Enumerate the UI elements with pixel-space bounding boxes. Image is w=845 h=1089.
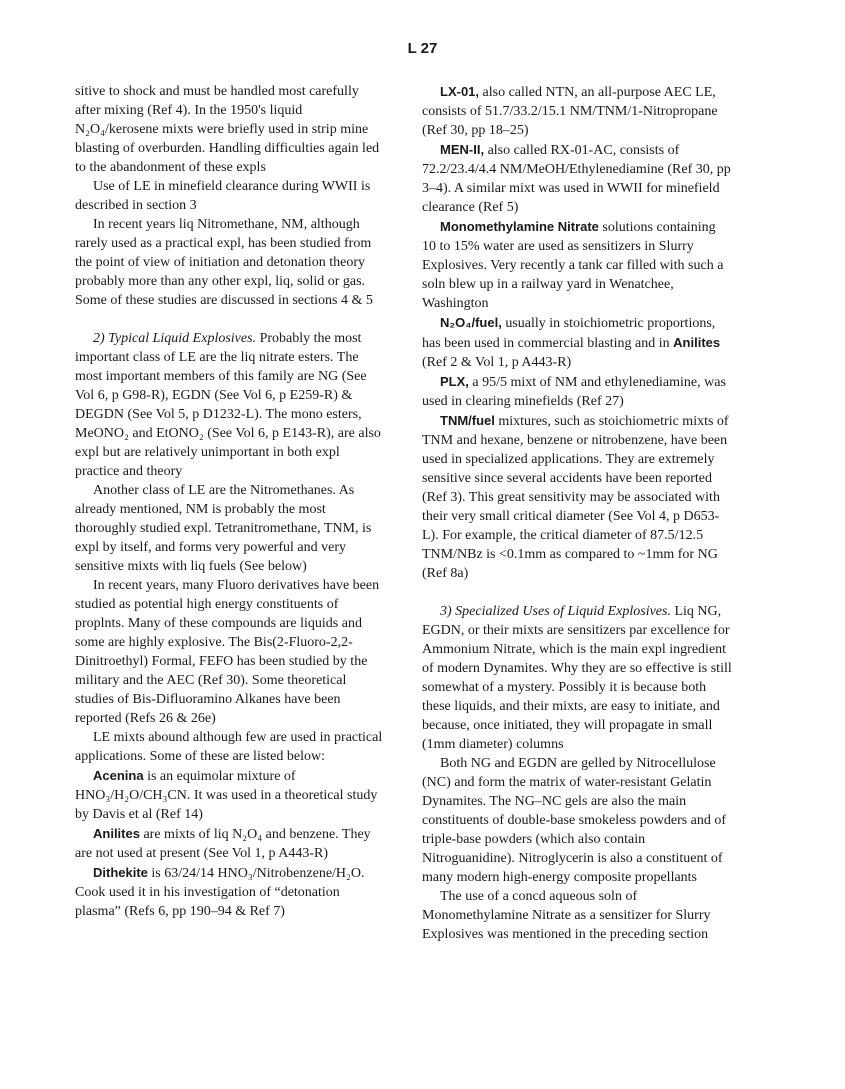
definition: are mixts of liq N₂O₄ and benzene. They are not used at present (See Vol 1, p A443-R)	[75, 827, 371, 861]
definition: also called NTN, an all-purpose AEC LE, consists of 51.7/33.2/15.1 NM/TNM/1-Nitropropane (Ref 30, pp 18–25)	[422, 85, 718, 138]
definition: a 95/5 mixt of NM and ethylenediamine, was used in clearing minefields (Ref 27)	[422, 375, 726, 409]
section-heading: 2) Typical Liquid Explosives.	[93, 331, 257, 346]
definition: mixtures, such as stoichiometric mixts of TNM and hexane, benzene or nitrobenzene, have been used in specialized applications. They are extremely sensitive since several accidents have been reported (Ref 3). This great sensitivity may be associated with their very small critical diameter (See Vol 4, p D653-L). For example, the critical diameter of 87.5/12.5 TNM/NBz is <0.1mm as compared to ~1mm for NG (Ref 8a)	[422, 414, 729, 581]
paragraph: LE mixts abound although few are used in practical applications. Some of these are listed below:	[75, 730, 383, 764]
page-number: L 27	[407, 40, 438, 57]
list-item	[422, 217, 732, 313]
term: MEN-II,	[440, 142, 485, 157]
paragraph: sitive to shock and must be handled most carefully after mixing (Ref 4). In the 1950's liquid N₂O₄/kerosene mixts were briefly used in strip mine blasting of overburden. Handling difficulties again led to the abandonment of these expls	[75, 84, 380, 175]
definition: solutions containing 10 to 15% water are used as sensitizers in Slurry Explosives. Very recently a tank car filled with such a soln blew up in a railway yard in Wenatchee, Washington	[422, 220, 724, 311]
term: Dithekite	[93, 865, 148, 880]
definition: also called RX-01-AC, consists of 72.2/23.4/4.4 NM/MeOH/Ethylenediamine (Ref 30, pp 3–4). A similar mixt was used in WWII for minefield clearance (Ref 5)	[422, 143, 731, 215]
paragraph: Both NG and EGDN are gelled by Nitrocellulose (NC) and form the matrix of water-resistant Gelatin Dynamites. The NG–NC gels are also the main constituents of double-base smokeless powders and of triple-base powders (which also contain Nitroguanidine). Nitroglycerin is also a constituent of many modern high-energy composite propellants	[422, 756, 727, 885]
paragraph: Another class of LE are the Nitromethanes. As already mentioned, NM is probably the most thoroughly studied expl. Tetranitromethane, TNM, is expl by itself, and forms very powerful and very sensitive mixts with liq fuels (See below)	[75, 483, 372, 574]
list-item	[75, 863, 385, 921]
definition: is an equimolar mixture of HNO₃/H₂O/CH₃CN. It was used in a theoretical study by Davis et al (Ref 14)	[75, 769, 378, 822]
section-3-paragraph	[422, 602, 732, 754]
list-item	[422, 140, 732, 217]
paragraph: In recent years liq Nitromethane, NM, although rarely used as a practical expl, has been studied from the point of view of initiation and detonation theory probably more than any other expl, liq, solid or gas. Some of these studies are discussed in sections 4 & 5	[75, 217, 373, 308]
term: Anilites	[93, 826, 140, 841]
term: Acenina	[93, 768, 144, 783]
paragraph: The use of a concd aqueous soln of Monomethylamine Nitrate as a sensitizer for Slurry Explosives was mentioned in the preceding section	[422, 889, 711, 942]
left-column	[75, 82, 385, 921]
definition: is 63/24/14 HNO₃/Nitrobenzene/H₂O. Cook used it in his investigation of “detonation plasma” (Refs 6, pp 190–94 & Ref 7)	[75, 866, 365, 919]
reference: (Ref 2 & Vol 1, p A443-R)	[422, 355, 572, 370]
list-item	[75, 824, 385, 863]
list-item	[422, 313, 732, 372]
term-inline: Anilites	[673, 335, 721, 350]
list-item	[422, 411, 732, 583]
right-column	[422, 82, 732, 944]
section-heading: 3) Specialized Uses of Liquid Explosives.	[440, 604, 671, 619]
list-item	[75, 766, 385, 824]
term: TNM/fuel	[440, 413, 495, 428]
paragraph: In recent years, many Fluoro derivatives have been studied as potential high energy constituents of proplnts. Many of these compounds are liquids and some are highly explosive. The Bis(2-Fluoro-2,2-Dinitroethyl) Formal, FEFO has been studied by the military and the AEC (Ref 30). Some theoretical studies of Bis-Difluoramino Alkanes have been reported (Refs 26 & 26e)	[75, 578, 380, 726]
definition: usually in stoichiometric proportions, has been used in commercial blasting and in	[422, 316, 716, 351]
paragraph-text: Liq NG, EGDN, or their mixts are sensitizers par excellence for Ammonium Nitrate, which is the main expl ingredient of modern Dynamites. Why they are so effective is still somewhat of a mystery. Possibly it is because both these liquids, and their mixts, are easy to initiate, and because, once initiated, they will propagate in small (1mm diameter) columns	[422, 604, 732, 752]
term: PLX,	[440, 374, 469, 389]
paragraph: Use of LE in minefield clearance during WWII is described in section 3	[75, 179, 371, 213]
term: LX-01,	[440, 84, 480, 99]
section-2-paragraph	[75, 329, 385, 481]
term: N₂O₄/fuel,	[440, 315, 502, 330]
list-item	[422, 82, 732, 140]
term: Monomethylamine Nitrate	[440, 219, 599, 234]
paragraph-text: Probably the most important class of LE are the liq nitrate esters. The most important members of this family are NG (See Vol 6, p G98-R), EGDN (See Vol 6, p E259-R) & DEGDN (See Vol 5, p D1232-L). The mono esters, MeONO₂ and EtONO₂ (See Vol 6, p E143-R), are also expl but are relatively unimportant in both expl practice and theory	[75, 331, 381, 479]
list-item	[422, 372, 732, 411]
